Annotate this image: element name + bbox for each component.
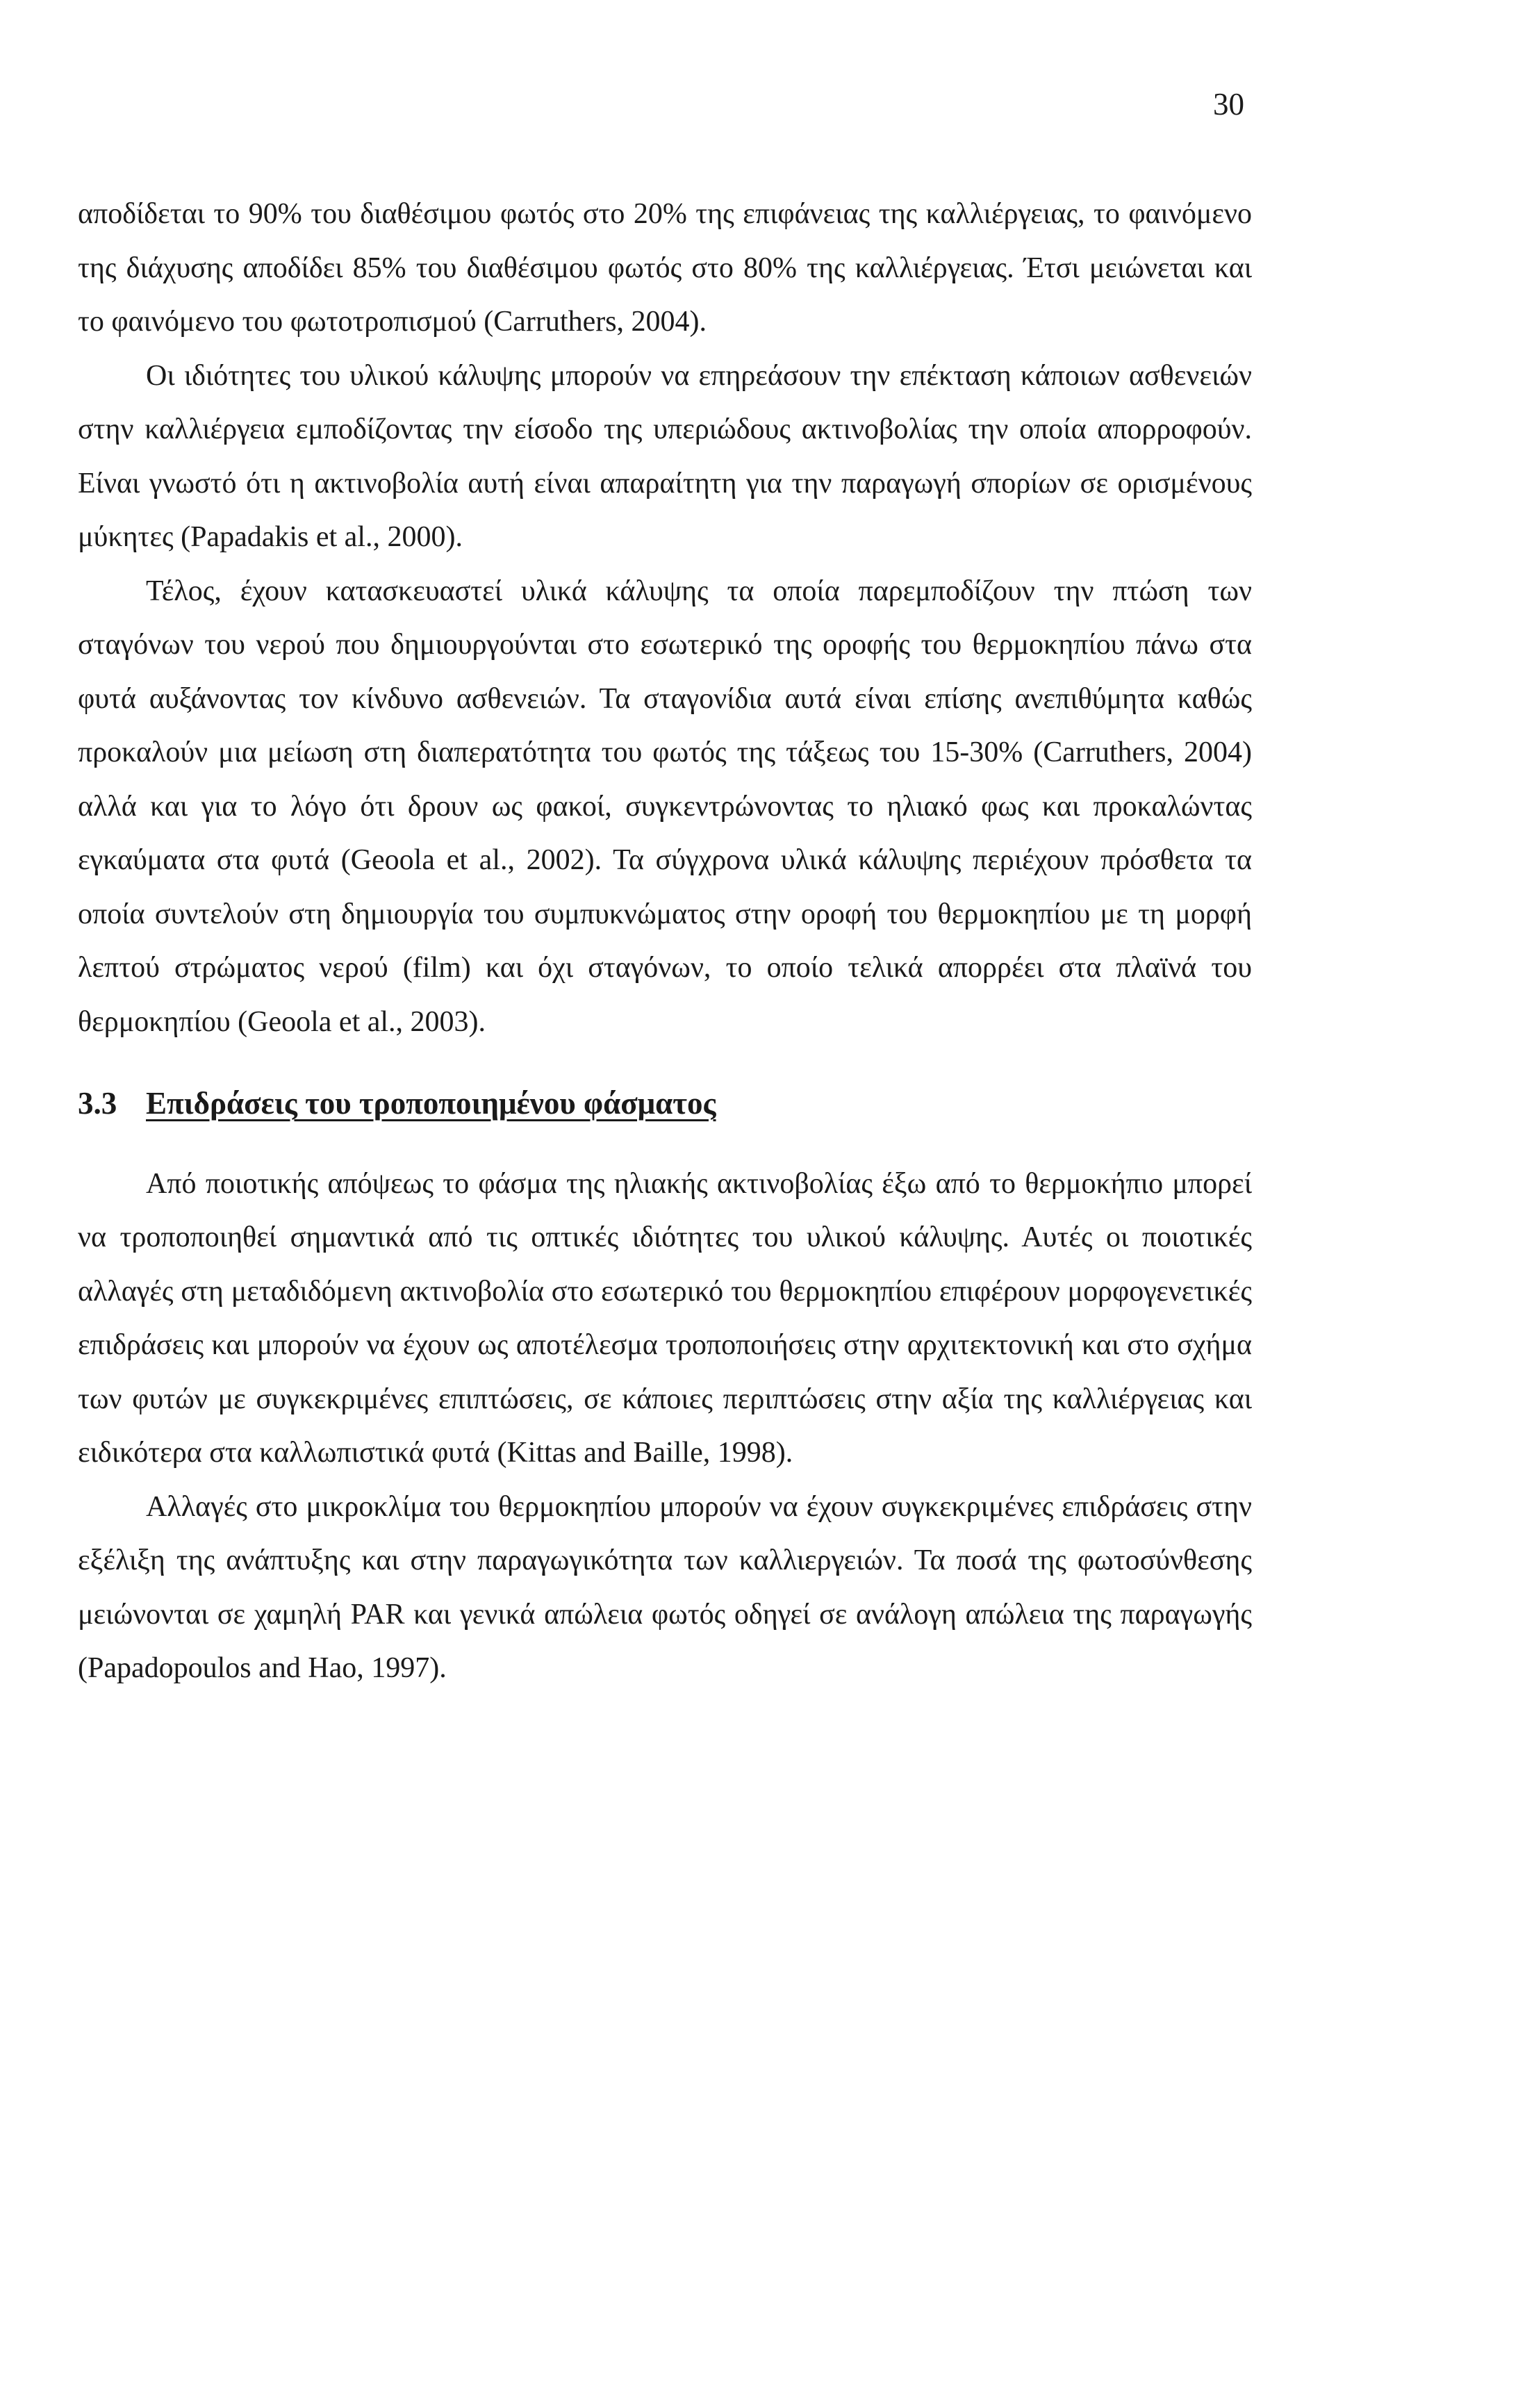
paragraph-disease-uv: Οι ιδιότητες του υλικού κάλυψης μπορούν να επηρεάσουν την επέκταση κάποιων ασθενειών στην καλλιέργεια εμποδίζοντας την είσοδο της υπεριώδους ακτινοβολίας την οποία απορροφούν. Είναι γνωστό ότι η ακτινοβολία αυτή είναι απαραίτητη για την παραγωγή σπορίων σε ορισμένους μύκητες (Papadakis et al., 2000).	[78, 359, 1252, 553]
paragraph-microclimate: Αλλαγές στο μικροκλίμα του θερμοκηπίου μπορούν να έχουν συγκεκριμένες επιδράσεις στην εξέλιξη της ανάπτυξης και στην παραγωγικότητα των καλλιεργειών. Τα ποσά της φωτοσύνθεσης μειώνονται σε χαμηλή PAR και γενικά απώλεια φωτός οδηγεί σε ανάλογη απώλεια της παραγωγής (Papadopoulos and Hao, 1997).	[78, 1490, 1252, 1684]
section-body	[78, 1157, 1252, 1696]
section-heading	[78, 1077, 1252, 1131]
section-number: 3.3	[78, 1086, 117, 1121]
paragraph-continuation: αποδίδεται το 90% του διαθέσιμου φωτός στο 20% της επιφάνειας της καλλιέργειας, το φαινόμενο της διάχυσης αποδίδει 85% του διαθέσιμου φωτός στο 80% της καλλιέργειας. Έτσι μειώνεται και το φαινόμενο του φωτοτροπισμού (Carruthers, 2004).	[78, 198, 1252, 338]
paragraph-spectrum: Από ποιοτικής απόψεως το φάσμα της ηλιακής ακτινοβολίας έξω από το θερμοκήπιο μπορεί να τροποποιηθεί σημαντικά από τις οπτικές ιδιότητες του υλικού κάλυψης. Αυτές οι ποιοτικές αλλαγές στη μεταδιδόμενη ακτινοβολία στο εσωτερικό του θερμοκηπίου επιφέρουν μορφογενετικές επιδράσεις και μπορούν να έχουν ως αποτέλεσμα τροποποιήσεις στην αρχιτεκτονική και στο σχήμα των φυτών με συγκεκριμένες επιπτώσεις, σε κάποιες περιπτώσεις στην αξία της καλλιέργειας και ειδικότερα στα καλλωπιστικά φυτά (Kittas and Baille, 1998).	[78, 1167, 1252, 1469]
paragraph-condensation: Τέλος, έχουν κατασκευαστεί υλικά κάλυψης τα οποία παρεμποδίζουν την πτώση των σταγόνων του νερού που δημιουργούνται στο εσωτερικό της οροφής του θερμοκηπίου πάνω στα φυτά αυξάνοντας τον κίνδυνο ασθενειών. Τα σταγονίδια αυτά είναι επίσης ανεπιθύμητα καθώς προκαλούν μια μείωση στη διαπερατότητα του φωτός της τάξεως του 15-30% (Carruthers, 2004) αλλά και για το λόγο ότι δρουν ως φακοί, συγκεντρώνοντας το ηλιακό φως και προκαλώντας εγκαύματα στα φυτά (Geoola et al., 2002). Τα σύγχρονα υλικά κάλυψης περιέχουν πρόσθετα τα οποία συντελούν στη δημιουργία του συμπυκνώματος στην οροφή του θερμοκηπίου με τη μορφή λεπτού στρώματος νερού (film) και όχι σταγόνων, το οποίο τελικά απορρέει στα πλαϊνά του θερμοκηπίου (Geoola et al., 2003).	[78, 575, 1252, 1038]
page-number: 30	[1213, 87, 1244, 122]
document-body	[78, 188, 1252, 1696]
section-title: Επιδράσεις του τροποποιημένου φάσματος	[146, 1086, 716, 1121]
